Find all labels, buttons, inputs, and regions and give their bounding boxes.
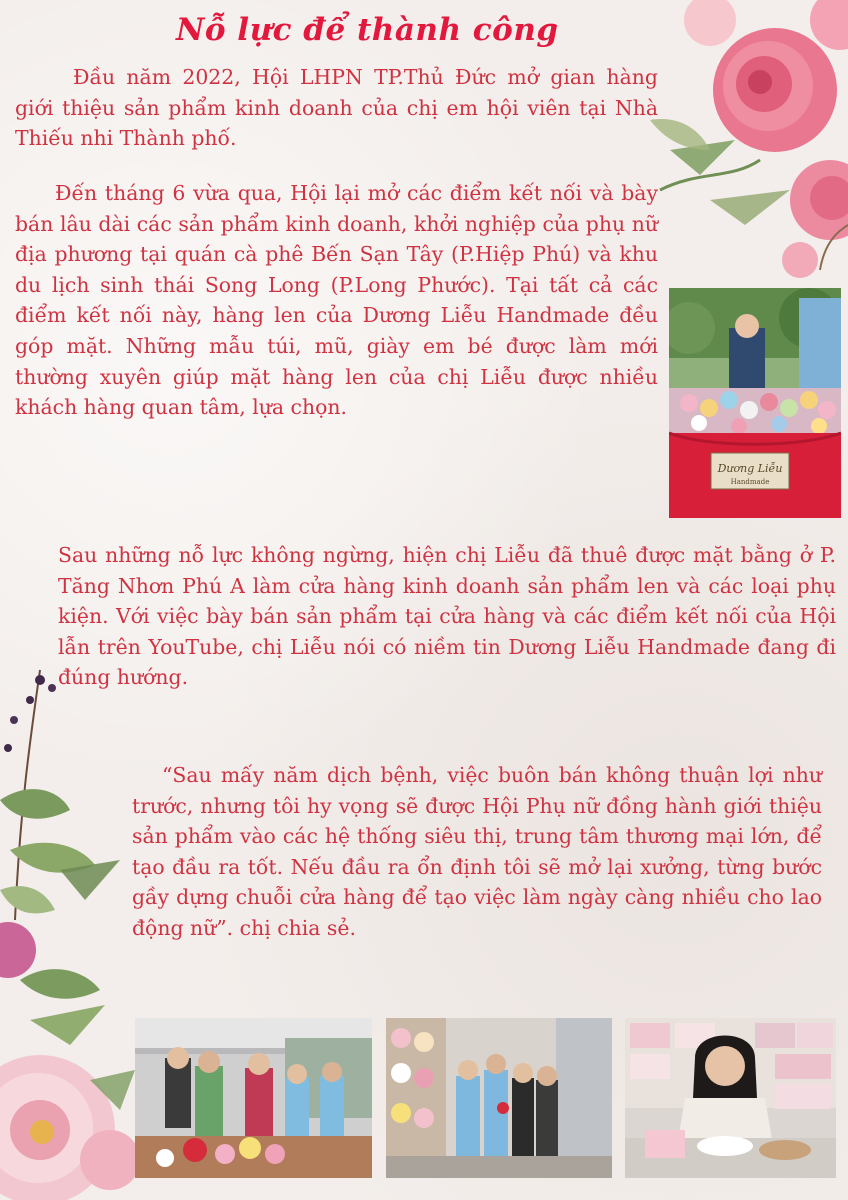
paragraph-1: Đầu năm 2022, Hội LHPN TP.Thủ Đức mở gian hàng giới thiệu sản phẩm kinh doanh của chị em hội viên tại Nhà Thiếu nhi Thành phố.: [15, 65, 658, 151]
booth-sign-brand: Dương Liễu: [717, 462, 783, 475]
photo-store-aisle: [386, 1018, 612, 1178]
flower-decoration-bottom-left: [0, 660, 140, 1200]
photo-market-booth: [669, 288, 841, 518]
paragraph-2: Đến tháng 6 vừa qua, Hội lại mở các điểm kết nối và bày bán lâu dài các sản phẩm kinh doanh, khởi nghiệp của phụ nữ địa phương tại quán cà phê Bến Sạn Tây (P.Hiệp Phú) và khu du lịch sinh thái Song Long (P.Long Phước). Tại tất cả các điểm kết nối này, hàng len của Dương Liễu Handmade đều góp mặt. Những mẫu túi, mũ, giày em bé được làm mới thường xuyên giúp mặt hàng len của chị Liễu được nhiều khách hàng quan tâm, lựa chọn.: [15, 181, 658, 420]
photo-crochet-worker: [625, 1018, 836, 1178]
booth-sign-sub: Handmade: [730, 478, 770, 486]
paragraph-quote: “Sau mấy năm dịch bệnh, việc buôn bán không thuận lợi như trước, nhưng tôi hy vọng sẽ được Hội Phụ nữ đồng hành giới thiệu sản phẩm vào các hệ thống siêu thị, trung tâm thương mại lớn, để tạo đầu ra tốt. Nếu đầu ra ổn định tôi sẽ mở lại xưởng, từng bước gầy dựng chuỗi cửa hàng để tạo việc làm ngày càng nhiều cho lao động nữ”. chị chia sẻ.: [132, 763, 822, 940]
article-title: Nỗ lực để thành công: [176, 12, 559, 48]
photo-shop-visit: [135, 1018, 372, 1178]
paragraph-3: Sau những nỗ lực không ngừng, hiện chị Liễu đã thuê được mặt bằng ở P. Tăng Nhơn Phú A làm cửa hàng kinh doanh sản phẩm len và các loại phụ kiện. Với việc bày bán sản phẩm tại cửa hàng và các điểm kết nối của Hội lẫn trên YouTube, chị Liễu nói có niềm tin Dương Liễu Handmade đang đi đúng hướng.: [58, 543, 836, 690]
flower-decoration-top-right: [640, 0, 848, 290]
